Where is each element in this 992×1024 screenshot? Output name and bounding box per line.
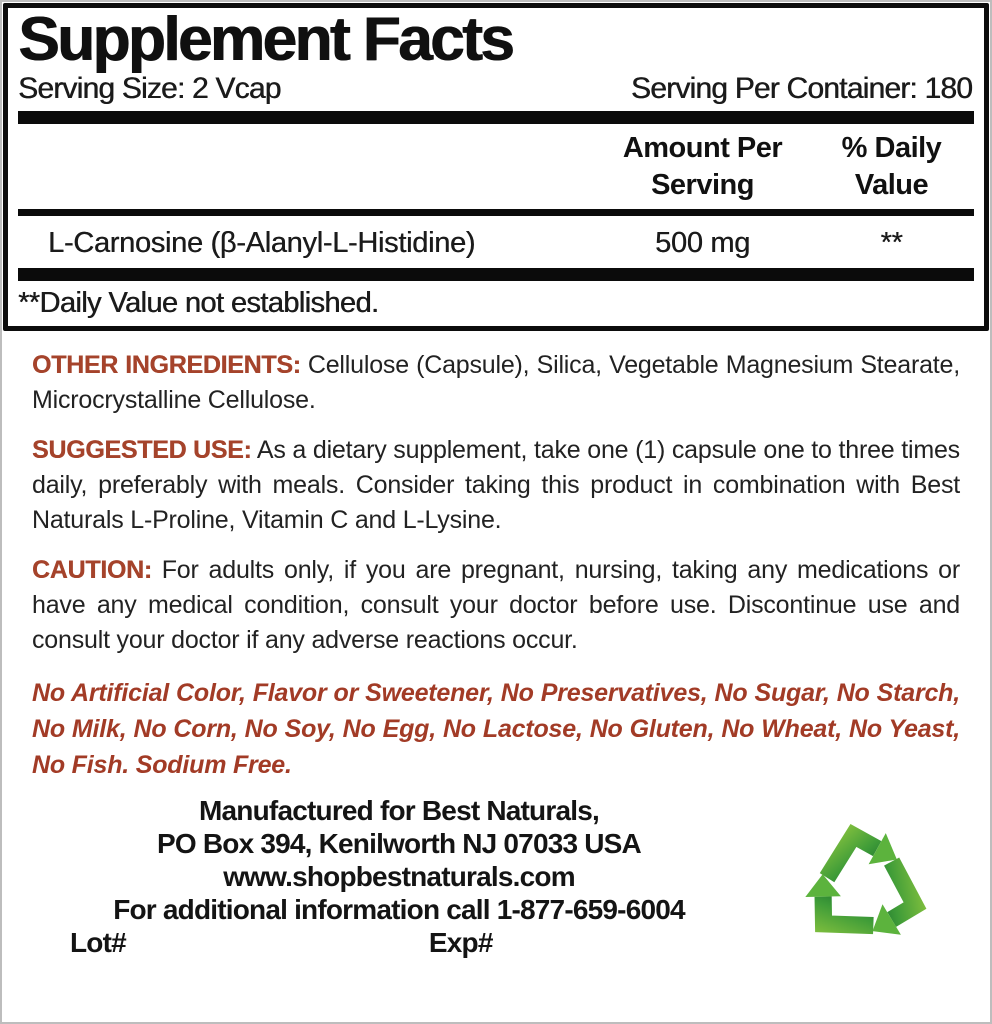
address-line: PO Box 394, Kenilworth NJ 07033 USA (157, 828, 641, 859)
exp-label: Exp# (428, 927, 493, 958)
table-row (18, 225, 974, 261)
serving-size: Serving Size: 2 Vcap (18, 72, 281, 105)
other-ingredients-label: OTHER INGREDIENTS: (32, 351, 301, 379)
footer (2, 794, 990, 959)
daily-value-footnote: **Daily Value not established. (18, 287, 379, 319)
ingredient-amount: 500 mg (655, 227, 750, 259)
divider-bar-thick-top (18, 111, 974, 124)
divider-bar-thick-bottom (18, 268, 974, 281)
label-text-sections (2, 348, 990, 783)
lot-exp-line (2, 926, 796, 959)
suggested-use-label: SUGGESTED USE: (32, 436, 252, 464)
suggested-use-paragraph (32, 433, 960, 538)
free-of-claims: No Artificial Color, Flavor or Sweetener, No Preservatives, No Sugar, No Starch, No Milk, No Corn, No Soy, No Egg, No Lactose, No Gluten, No Wheat, No Yeast, No Fish. Sodium Free. (32, 679, 960, 779)
other-ingredients-text: Cellulose (Capsule), Silica, Vegetable Magnesium Stearate, Microcrystalline Cellulose. (32, 351, 960, 414)
serving-row (18, 71, 972, 107)
manufacturer-line: Manufactured for Best Naturals, (199, 795, 599, 826)
ingredient-name: L-Carnosine (β-Alanyl-L-Histidine) (48, 227, 476, 259)
website-line: www.shopbestnaturals.com (223, 861, 575, 892)
suggested-use-text: As a dietary supplement, take one (1) capsule one to three times daily, preferably with meals. Consider taking this product in combination with Best Naturals L-Proline, Vitamin C and L-Lysine. (32, 436, 960, 534)
other-ingredients-paragraph (32, 348, 960, 418)
ingredient-daily-value: ** (880, 227, 903, 259)
column-header-daily-value: % Daily Value (841, 132, 942, 201)
lot-label: Lot# (70, 927, 126, 958)
panel-title: Supplement Facts (18, 5, 512, 74)
caution-paragraph (32, 553, 960, 658)
recycle-icon (796, 794, 990, 959)
table-header-row (18, 130, 974, 204)
caution-label: CAUTION: (32, 556, 152, 584)
supplement-facts-panel (3, 3, 989, 331)
caution-text: For adults only, if you are pregnant, nursing, taking any medications or have any medical condition, consult your doctor before use. Discontinue use and consult your doctor if any adverse reactions occur. (32, 556, 960, 654)
servings-per-container: Serving Per Container: 180 (630, 72, 972, 105)
divider-rule-medium (18, 209, 974, 216)
phone-line: For additional information call 1-877-659-6004 (113, 894, 685, 925)
manufacturer-block (2, 794, 796, 959)
column-header-amount: Amount Per Serving (622, 132, 783, 201)
